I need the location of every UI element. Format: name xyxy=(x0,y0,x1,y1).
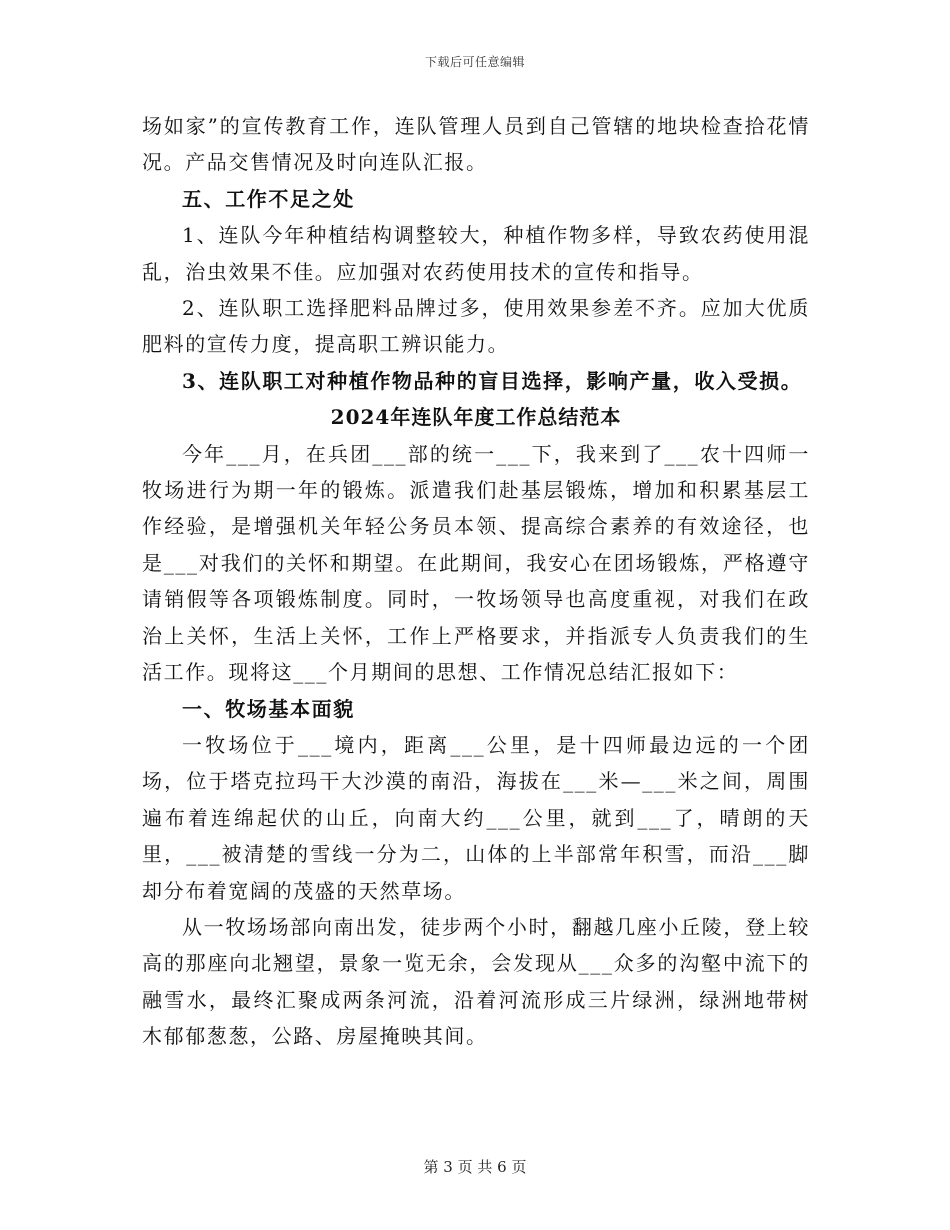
document-body xyxy=(142,108,810,1055)
section-heading-overview: 一、牧场基本面貌 xyxy=(182,696,355,721)
page-header-note: 下载后可任意编辑 xyxy=(424,55,525,69)
section-heading-shortcomings: 五、工作不足之处 xyxy=(182,186,355,211)
page-number: 第 3 页 共 6 页 xyxy=(423,1158,527,1176)
paragraph-landscape: 从一牧场场部向南出发，徒步两个小时，翻越几座小丘陵，登上较高的那座向北翘望，景象一览无余，会发现从___众多的沟壑中流下的融雪水，最终汇聚成两条河流，沿着河流形成三片绿洲，绿洲地带树木郁郁葱葱，公路、房屋掩映其间。 xyxy=(142,914,810,1049)
paragraph-intro: 今年___月，在兵团___部的统一___下，我来到了___农十四师一牧场进行为期一年的锻炼。派遣我们赴基层锻炼，增加和积累基层工作经验，是增强机关年轻公务员本领、提高综合素养的有效途径，也是___对我们的关怀和期望。在此期间，我安心在团场锻炼，严格遵守请销假等各项锻炼制度。同时，一牧场领导也高度重视，对我们在政治上关怀，生活上关怀，工作上严格要求，并指派专人负责我们的生活工作。现将这___个月期间的思想、工作情况总结汇报如下： xyxy=(142,441,810,685)
paragraph-continuation: 场如家”的宣传教育工作，连队管理人员到自己管辖的地块检查拾花情况。产品交售情况及时向连队汇报。 xyxy=(142,114,810,175)
paragraph-shortcoming-3: 3、连队职工对种植作物品种的盲目选择，影响产量，收入受损。 xyxy=(182,368,803,393)
paragraph-shortcoming-2: 2、连队职工选择肥料品牌过多，使用效果参差不齐。应加大优质肥料的宣传力度，提高职工辨识能力。 xyxy=(142,296,810,357)
document-title: 2024年连队年度工作总结范本 xyxy=(330,405,622,430)
paragraph-shortcoming-1: 1、连队今年种植结构调整较大，种植作物多样，导致农药使用混乱，治虫效果不佳。应加强对农药使用技术的宣传和指导。 xyxy=(142,223,810,284)
paragraph-location: 一牧场位于___境内，距离___公里，是十四师最边远的一个团场，位于塔克拉玛干大沙漠的南沿，海拔在___米—___米之间，周围遍布着连绵起伏的山丘，向南大约___公里，就到___了，晴朗的天里，___被清楚的雪线一分为二，山体的上半部常年积雪，而沿___脚却分布着宽阔的茂盛的天然草场。 xyxy=(142,732,810,903)
